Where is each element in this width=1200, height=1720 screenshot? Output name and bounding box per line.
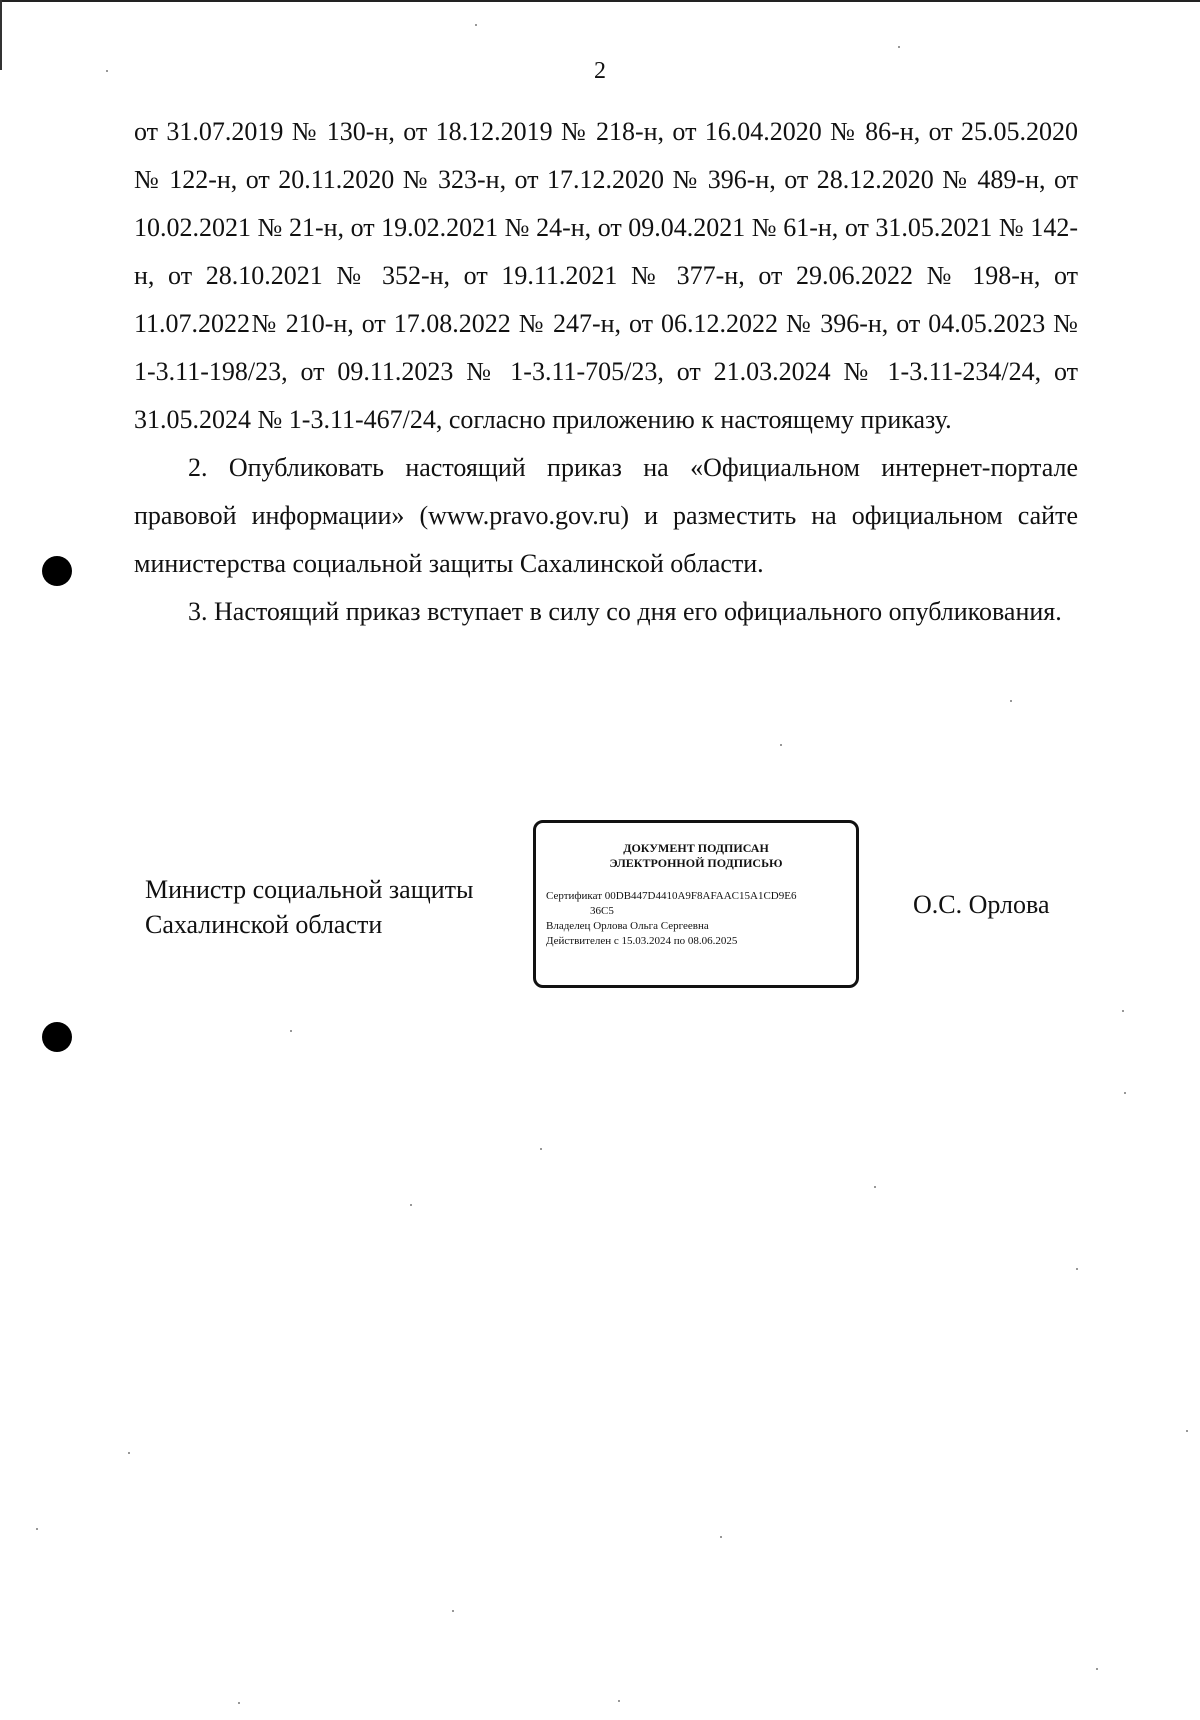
signatory-role-line1: Министр социальной защиты bbox=[145, 875, 474, 904]
paragraph-references: от 31.07.2019 № 130-н, от 18.12.2019 № 218-н, от 16.04.2020 № 86-н, от 25.05.2020 № 122-н, от 20.11.2020 № 323-н, от 17.12.2020 № 396-н, от 28.12.2020 № 489-н, от 10.02.2021 № 21-н, от 19.02.2021 № 24-н, от 09.04.2021 № 61-н, от 31.05.2021 № 142-н, от 28.10.2021 № 352-н, от 19.11.2021 № 377-н, от 29.06.2022 № 198-н, от 11.07.2022№ 210-н, от 17.08.2022 № 247-н, от 06.12.2022 № 396-н, от 04.05.2023 № 1-3.11-198/23, от 09.11.2023 № 1-3.11-705/23, от 21.03.2024 № 1-3.11-234/24, от 31.05.2024 № 1-3.11-467/24, согласно приложению к настоящему приказу. bbox=[134, 117, 1078, 434]
signatory-role bbox=[145, 872, 473, 942]
stamp-cert-value-tail: 36C5 bbox=[590, 905, 614, 917]
signer-name: О.С. Орлова bbox=[913, 890, 1050, 919]
scan-speck bbox=[128, 1452, 130, 1454]
scan-speck bbox=[720, 1536, 722, 1538]
stamp-owner-value: Орлова Ольга Сергеевна bbox=[593, 920, 709, 932]
stamp-title-line2: ЭЛЕКТРОННОЙ ПОДПИСЬЮ bbox=[609, 856, 783, 870]
scan-speck bbox=[1010, 700, 1012, 702]
paragraph-item-3: 3. Настоящий приказ вступает в силу со дня его официального опубликования. bbox=[188, 597, 1062, 626]
stamp-cert-label: Сертификат bbox=[546, 890, 602, 902]
electronic-signature-stamp bbox=[533, 820, 859, 988]
signatory-role-line2: Сахалинской области bbox=[145, 910, 383, 939]
stamp-owner-label: Владелец bbox=[546, 920, 591, 932]
punch-hole-bottom bbox=[42, 1022, 72, 1052]
stamp-owner bbox=[546, 919, 846, 934]
stamp-certificate bbox=[546, 889, 846, 904]
scan-speck bbox=[238, 1702, 240, 1704]
punch-hole-top bbox=[42, 556, 72, 586]
scan-speck bbox=[1076, 1268, 1078, 1270]
scan-top-edge bbox=[0, 0, 1200, 2]
paragraph-item-2: 2. Опубликовать настоящий приказ на «Официальном интернет-портале правовой информации» (www.pravo.gov.ru) и разместить на официальном сайте министерства социальной защиты Сахалинской области. bbox=[134, 453, 1078, 578]
stamp-validity: Действителен с 15.03.2024 по 08.06.2025 bbox=[546, 935, 738, 947]
scan-speck bbox=[290, 1030, 292, 1032]
scan-speck bbox=[36, 1528, 38, 1530]
scan-speck bbox=[410, 1204, 412, 1206]
scan-speck bbox=[106, 70, 108, 72]
scan-speck bbox=[1186, 1430, 1188, 1432]
stamp-title-line1: ДОКУМЕНТ ПОДПИСАН bbox=[623, 841, 769, 855]
scan-speck bbox=[475, 24, 477, 26]
stamp-title bbox=[546, 841, 846, 871]
scan-speck bbox=[540, 1148, 542, 1150]
scan-speck bbox=[452, 1610, 454, 1612]
scan-speck bbox=[780, 744, 782, 746]
page-number: 2 bbox=[594, 58, 606, 84]
scan-speck bbox=[1096, 1668, 1098, 1670]
document-body bbox=[134, 108, 1078, 636]
stamp-cert-value: 00DB447D4410A9F8AFAAC15A1CD9E6 bbox=[604, 890, 797, 902]
scan-speck bbox=[1124, 1092, 1126, 1094]
scan-speck bbox=[874, 1186, 876, 1188]
scan-speck bbox=[1122, 1010, 1124, 1012]
scan-speck bbox=[618, 1700, 620, 1702]
scan-speck bbox=[898, 46, 900, 48]
